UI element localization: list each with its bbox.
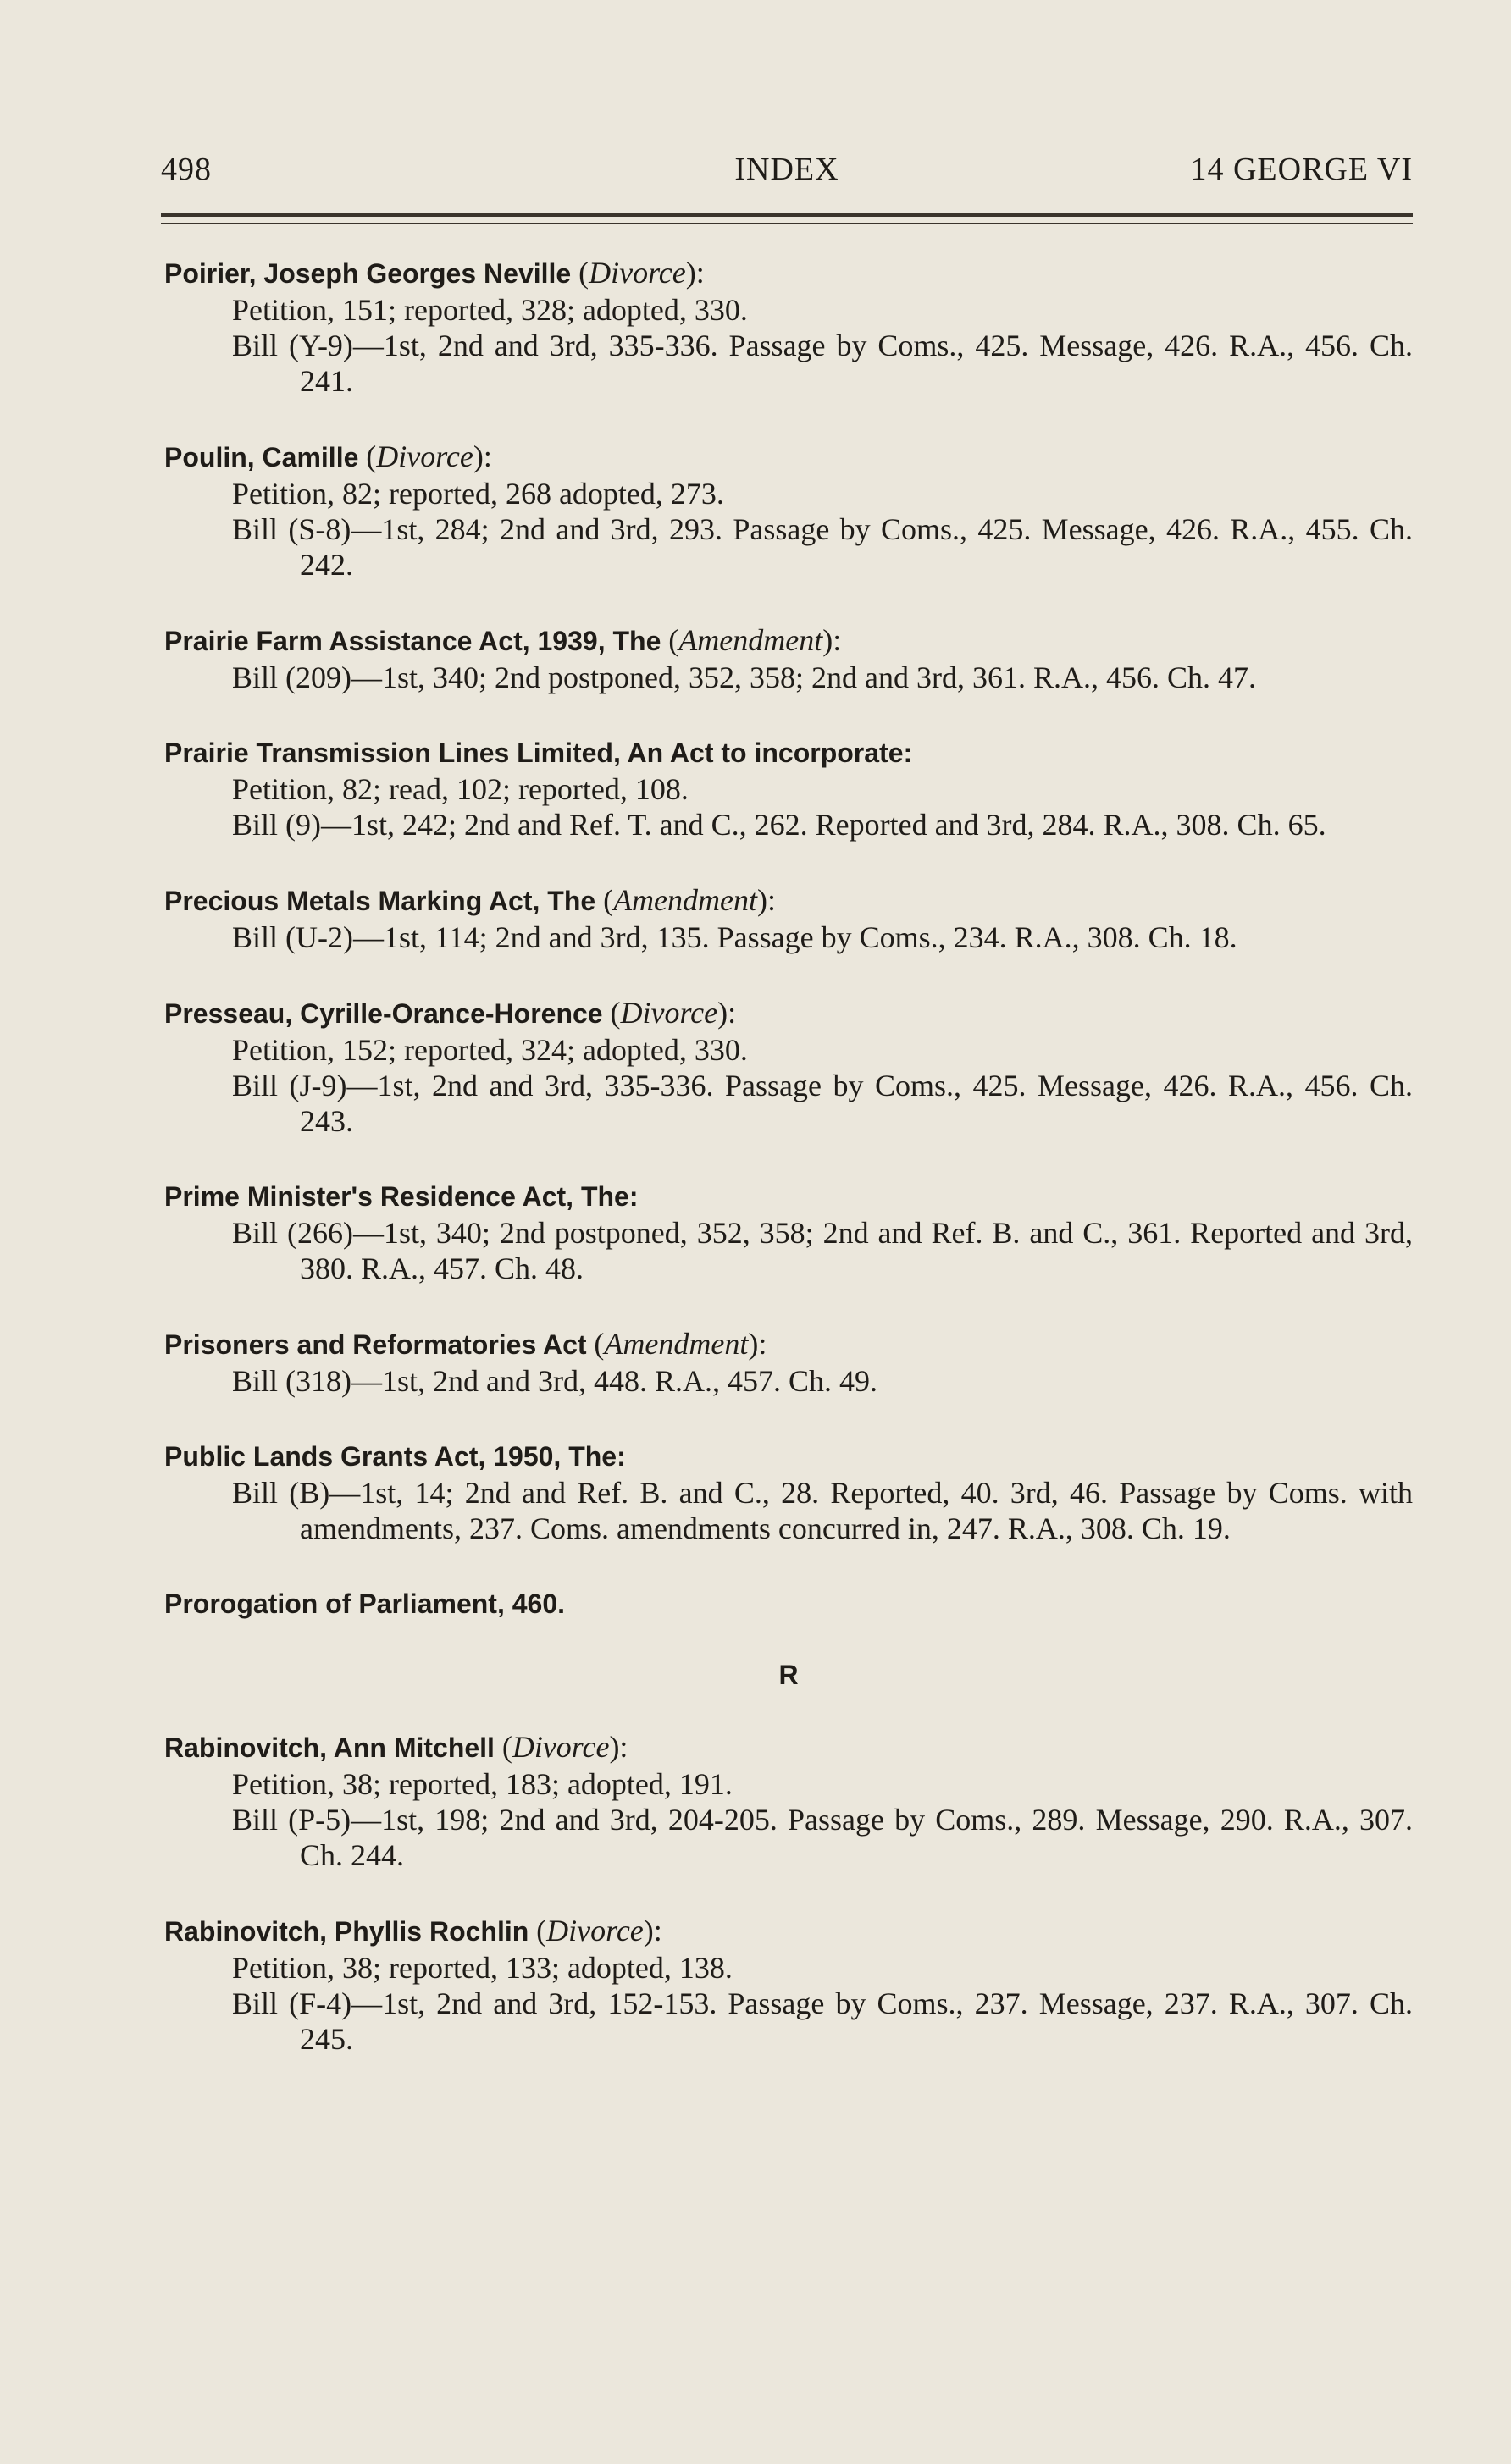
entry-line: Bill (S-8)—1st, 284; 2nd and 3rd, 293. Passage by Coms., 425. Message, 426. R.A., 455. Ch. 242.	[232, 512, 1413, 582]
entry-line: Bill (P-5)—1st, 198; 2nd and 3rd, 204-205. Passage by Coms., 289. Message, 290. R.A., 307. Ch. 244.	[232, 1803, 1413, 1872]
entry-heading: Rabinovitch, Ann Mitchell (Divorce):	[164, 1730, 628, 1764]
entry-qualifier: Divorce	[620, 996, 718, 1030]
entry-title: Poulin, Camille	[164, 442, 359, 472]
entry-line: Bill (318)—1st, 2nd and 3rd, 448. R.A., 457. Ch. 49.	[232, 1364, 877, 1398]
entry-heading: Precious Metals Marking Act, The (Amendment):	[164, 883, 777, 917]
header-rule-thick	[161, 213, 1413, 217]
entry-title: Prime Minister's Residence Act, The:	[164, 1181, 639, 1212]
header-rule-thin	[161, 223, 1413, 224]
entry-line: Bill (B)—1st, 14; 2nd and Ref. B. and C., 28. Reported, 40. 3rd, 46. Passage by Coms. with amendments, 237. Coms. amendments concurred in, 247. R.A., 308. Ch. 19.	[232, 1476, 1413, 1545]
index-entry	[164, 881, 1413, 955]
index-entry	[164, 1728, 1413, 1873]
entry-title: Precious Metals Marking Act, The	[164, 886, 596, 916]
index-content	[164, 254, 1413, 2096]
entry-title: Prisoners and Reformatories Act	[164, 1329, 587, 1360]
entry-qualifier: Divorce	[589, 256, 686, 290]
entry-qualifier: Divorce	[512, 1730, 610, 1764]
entry-line: Petition, 152; reported, 324; adopted, 330.	[232, 1033, 748, 1067]
entry-heading: Prisoners and Reformatories Act (Amendment):	[164, 1327, 767, 1361]
entry-qualifier: Amendment	[678, 623, 823, 657]
entry-heading	[164, 1178, 1413, 1215]
entry-title: Prairie Farm Assistance Act, 1939, The	[164, 626, 661, 656]
entry-title: Rabinovitch, Phyllis Rochlin	[164, 1916, 529, 1947]
running-head	[161, 151, 1413, 193]
index-entry	[164, 438, 1413, 583]
entry-heading	[164, 734, 1413, 771]
entry-line: Petition, 82; read, 102; reported, 108.	[232, 772, 689, 806]
entry-heading	[164, 1438, 1413, 1475]
index-entry	[164, 622, 1413, 695]
entry-line: Bill (Y-9)—1st, 2nd and 3rd, 335-336. Passage by Coms., 425. Message, 426. R.A., 456. Ch. 241.	[232, 329, 1413, 398]
entry-title: Public Lands Grants Act, 1950, The:	[164, 1441, 626, 1472]
entry-heading: Rabinovitch, Phyllis Rochlin (Divorce):	[164, 1914, 662, 1947]
entry-heading: Presseau, Cyrille-Orance-Horence (Divorce):	[164, 996, 737, 1030]
entry-line: Bill (266)—1st, 340; 2nd postponed, 352, 358; 2nd and Ref. B. and C., 361. Reported and 3rd, 380. R.A., 457. Ch. 48.	[232, 1216, 1413, 1285]
entry-line: Bill (J-9)—1st, 2nd and 3rd, 335-336. Passage by Coms., 425. Message, 426. R.A., 456. Ch. 243.	[232, 1069, 1413, 1138]
prorogation-entry: Prorogation of Parliament, 460.	[164, 1588, 565, 1619]
entry-qualifier: Divorce	[376, 439, 473, 473]
entry-line: Bill (209)—1st, 340; 2nd postponed, 352, 358; 2nd and 3rd, 361. R.A., 456. Ch. 47.	[232, 660, 1256, 694]
entry-line: Petition, 38; reported, 133; adopted, 138.	[232, 1951, 733, 1985]
index-entry	[164, 1178, 1413, 1286]
entry-line: Bill (F-4)—1st, 2nd and 3rd, 152-153. Passage by Coms., 237. Message, 237. R.A., 307. Ch. 245.	[232, 1986, 1413, 2056]
entry-title: Presseau, Cyrille-Orance-Horence	[164, 998, 603, 1029]
entry-heading: Prairie Farm Assistance Act, 1939, The (Amendment):	[164, 623, 842, 657]
entry-line: Bill (U-2)—1st, 114; 2nd and 3rd, 135. Passage by Coms., 234. R.A., 308. Ch. 18.	[232, 920, 1237, 954]
entry-qualifier: Divorce	[546, 1914, 644, 1947]
entries-r	[164, 1728, 1413, 2057]
running-head-right: 14 GEORGE VI	[1190, 152, 1413, 187]
entry-line: Petition, 38; reported, 183; adopted, 191.	[232, 1767, 733, 1801]
entry-qualifier: Amendment	[613, 883, 758, 917]
index-entry	[164, 994, 1413, 1139]
index-entry	[164, 1912, 1413, 2057]
running-head-title: INDEX	[734, 152, 839, 187]
index-entry	[164, 1438, 1413, 1546]
entry-title: Prairie Transmission Lines Limited, An Act to incorporate:	[164, 738, 913, 768]
index-entry	[164, 254, 1413, 399]
entry-line: Bill (9)—1st, 242; 2nd and Ref. T. and C., 262. Reported and 3rd, 284. R.A., 308. Ch. 65.	[232, 808, 1326, 842]
entry-title: Poirier, Joseph Georges Neville	[164, 258, 572, 289]
entry-line: Petition, 82; reported, 268 adopted, 273.	[232, 477, 724, 511]
entry-heading: Poulin, Camille (Divorce):	[164, 439, 492, 473]
page-number: 498	[161, 152, 212, 187]
index-entry	[164, 1325, 1413, 1399]
entries-p	[164, 254, 1413, 1546]
entry-qualifier: Amendment	[604, 1327, 749, 1361]
entry-line: Petition, 151; reported, 328; adopted, 330.	[232, 293, 748, 327]
entry-title: Rabinovitch, Ann Mitchell	[164, 1732, 495, 1763]
index-entry	[164, 734, 1413, 843]
entry-heading: Poirier, Joseph Georges Neville (Divorce):	[164, 256, 705, 290]
section-letter: R	[778, 1660, 799, 1690]
